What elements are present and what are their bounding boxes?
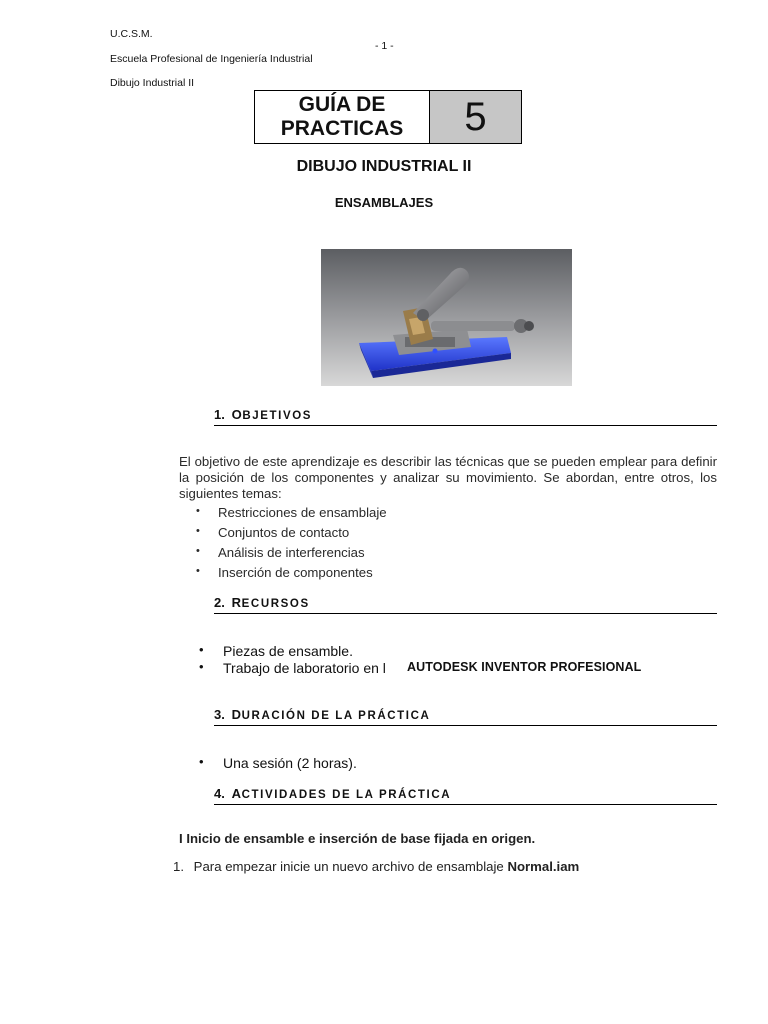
bullet-icon: • (196, 545, 200, 557)
resource-item (199, 659, 386, 676)
section-rest: CTIVIDADES DE LA PRÁCTICA (241, 789, 452, 801)
section-rest: BJETIVOS (242, 410, 313, 422)
section-objetivos-title (214, 407, 717, 422)
section-rest: URACIÓN DE LA PRÁCTICA (241, 710, 431, 722)
section-recursos (214, 595, 717, 614)
header-institution: U.C.S.M. (110, 28, 153, 40)
guide-title-line2: PRACTICAS (280, 117, 404, 140)
resource-item (199, 642, 353, 659)
bullet-icon: • (196, 505, 200, 517)
activity-step (173, 859, 579, 874)
section-initial: O (231, 407, 243, 422)
section-objetivos (214, 407, 717, 426)
section-actividades-title (214, 786, 717, 801)
toggle-clamp-image (321, 249, 572, 386)
section-initial: A (231, 786, 242, 801)
activity-heading: I Inicio de ensamble e inserción de base fijada en origen. (179, 831, 536, 846)
bullet-icon: • (196, 565, 200, 577)
software-name: AUTODESK INVENTOR PROFESIONAL (407, 660, 642, 674)
guide-title-box (254, 90, 522, 144)
bullet-icon: • (199, 642, 204, 657)
objective-item (196, 545, 365, 560)
objective-item-text: Restricciones de ensamblaje (218, 505, 387, 520)
guide-title-line1: GUÍA DE (298, 93, 386, 116)
bullet-icon: • (196, 525, 200, 537)
objective-item-text: Conjuntos de contacto (218, 525, 350, 540)
header-course: Dibujo Industrial II (110, 77, 195, 89)
section-number: 2. (214, 595, 225, 610)
section-recursos-title (214, 595, 717, 610)
section-initial: R (231, 595, 242, 610)
section-initial: D (231, 707, 242, 722)
topic-title: ENSAMBLAJES (334, 195, 434, 210)
section-rest: ECURSOS (241, 598, 310, 610)
header-school: Escuela Profesional de Ingeniería Industrial (110, 53, 313, 65)
resource-item-text: Trabajo de laboratorio en l (223, 660, 386, 676)
guide-title (255, 91, 430, 143)
resource-item-text: Piezas de ensamble. (223, 643, 353, 659)
duration-item (199, 754, 357, 771)
page-number: - 1 - (375, 40, 394, 52)
guide-number: 5 (430, 91, 521, 143)
section-number: 1. (214, 407, 225, 422)
bullet-icon: • (199, 659, 204, 674)
section-duracion (214, 707, 717, 726)
course-title: DIBUJO INDUSTRIAL II (296, 158, 472, 175)
activity-step-text: Para empezar inicie un nuevo archivo de ensamblaje (193, 859, 508, 874)
section-duracion-title (214, 707, 717, 722)
objective-item-text: Análisis de interferencias (218, 545, 365, 560)
section-number: 4. (214, 786, 225, 801)
objective-item-text: Inserción de componentes (218, 565, 373, 580)
bullet-icon: • (199, 754, 204, 769)
objectives-paragraph: El objetivo de este aprendizaje es describir las técnicas que se pueden emplear para definir la posición de los componentes y analizar su movimiento. Se abordan, entre otros, los siguientes temas: (179, 454, 717, 501)
section-actividades (214, 786, 717, 805)
duration-item-text: Una sesión (2 horas). (223, 755, 357, 771)
activity-step-number: 1. (173, 859, 184, 874)
objective-item (196, 525, 350, 540)
objective-item (196, 565, 373, 580)
activity-step-file: Normal.iam (507, 859, 580, 874)
section-number: 3. (214, 707, 225, 722)
objective-item (196, 505, 387, 520)
